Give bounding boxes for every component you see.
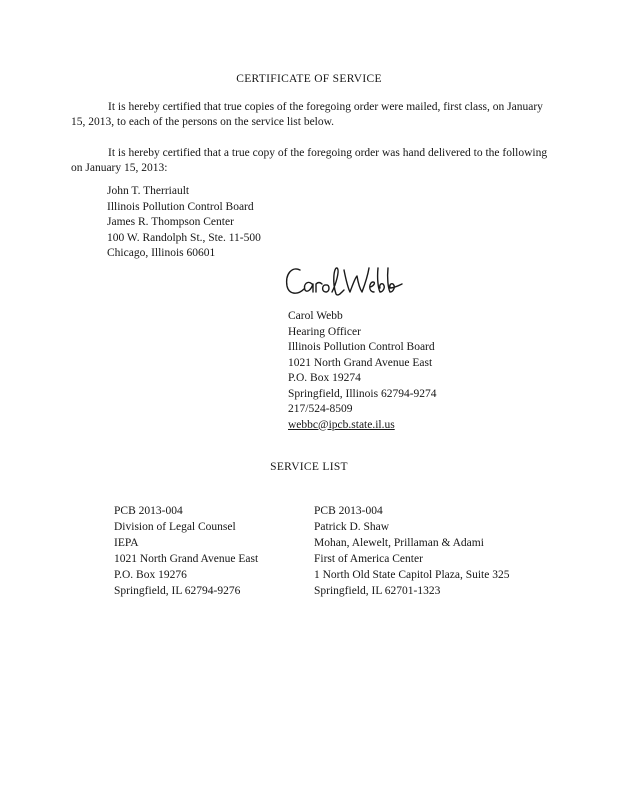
certificate-paragraph-hand-delivered: It is hereby certified that a true copy of the foregoing order was hand delivered to the following on January 15, 2013: — [71, 147, 548, 174]
service-list-line: PCB 2013-004 — [114, 505, 183, 517]
service-list-line: IEPA — [114, 537, 139, 549]
service-list-line: Springfield, IL 62794-9276 — [114, 585, 241, 597]
signer-po-box: P.O. Box 19274 — [288, 372, 361, 384]
signer-name: Carol Webb — [288, 310, 343, 322]
service-list-line: 1 North Old State Capitol Plaza, Suite 325 — [314, 569, 510, 581]
signer-organization: Illinois Pollution Control Board — [288, 341, 435, 353]
signature-block — [288, 309, 437, 433]
service-list-line: Patrick D. Shaw — [314, 521, 390, 533]
address-line: 100 W. Randolph St., Ste. 11-500 — [107, 231, 261, 244]
handwritten-signature — [282, 262, 412, 302]
service-list-line: P.O. Box 19276 — [114, 569, 187, 581]
certificate-paragraph-mailed: It is hereby certified that true copies of the foregoing order were mailed, first class, on January 15, 2013, to each of the persons on the service list below. — [71, 101, 543, 128]
signer-address: 1021 North Grand Avenue East — [288, 356, 433, 369]
service-list-line: 1021 North Grand Avenue East — [114, 553, 259, 565]
address-line: John T. Therriault — [107, 185, 190, 197]
address-line: Illinois Pollution Control Board — [107, 200, 254, 213]
address-line: James R. Thompson Center — [107, 216, 234, 228]
service-list-line: Springfield, IL 62701-1323 — [314, 585, 441, 597]
signer-phone: 217/524-8509 — [288, 403, 353, 415]
address-line: Chicago, Illinois 60601 — [107, 247, 216, 259]
signer-city: Springfield, Illinois 62794-9274 — [288, 387, 437, 400]
hand-delivery-address — [107, 184, 261, 262]
service-list-title: SERVICE LIST — [270, 461, 348, 473]
service-list-line: First of America Center — [314, 553, 423, 565]
certificate-title: CERTIFICATE OF SERVICE — [236, 73, 382, 85]
signer-email-link[interactable]: webbc@ipcb.state.il.us — [288, 418, 395, 431]
signer-title: Hearing Officer — [288, 325, 361, 338]
service-list-right-column — [314, 503, 509, 599]
service-list-line: Division of Legal Counsel — [114, 521, 236, 533]
service-list-left-column — [114, 503, 258, 599]
service-list-line: PCB 2013-004 — [314, 505, 383, 517]
service-list-line: Mohan, Alewelt, Prillaman & Adami — [314, 537, 484, 549]
